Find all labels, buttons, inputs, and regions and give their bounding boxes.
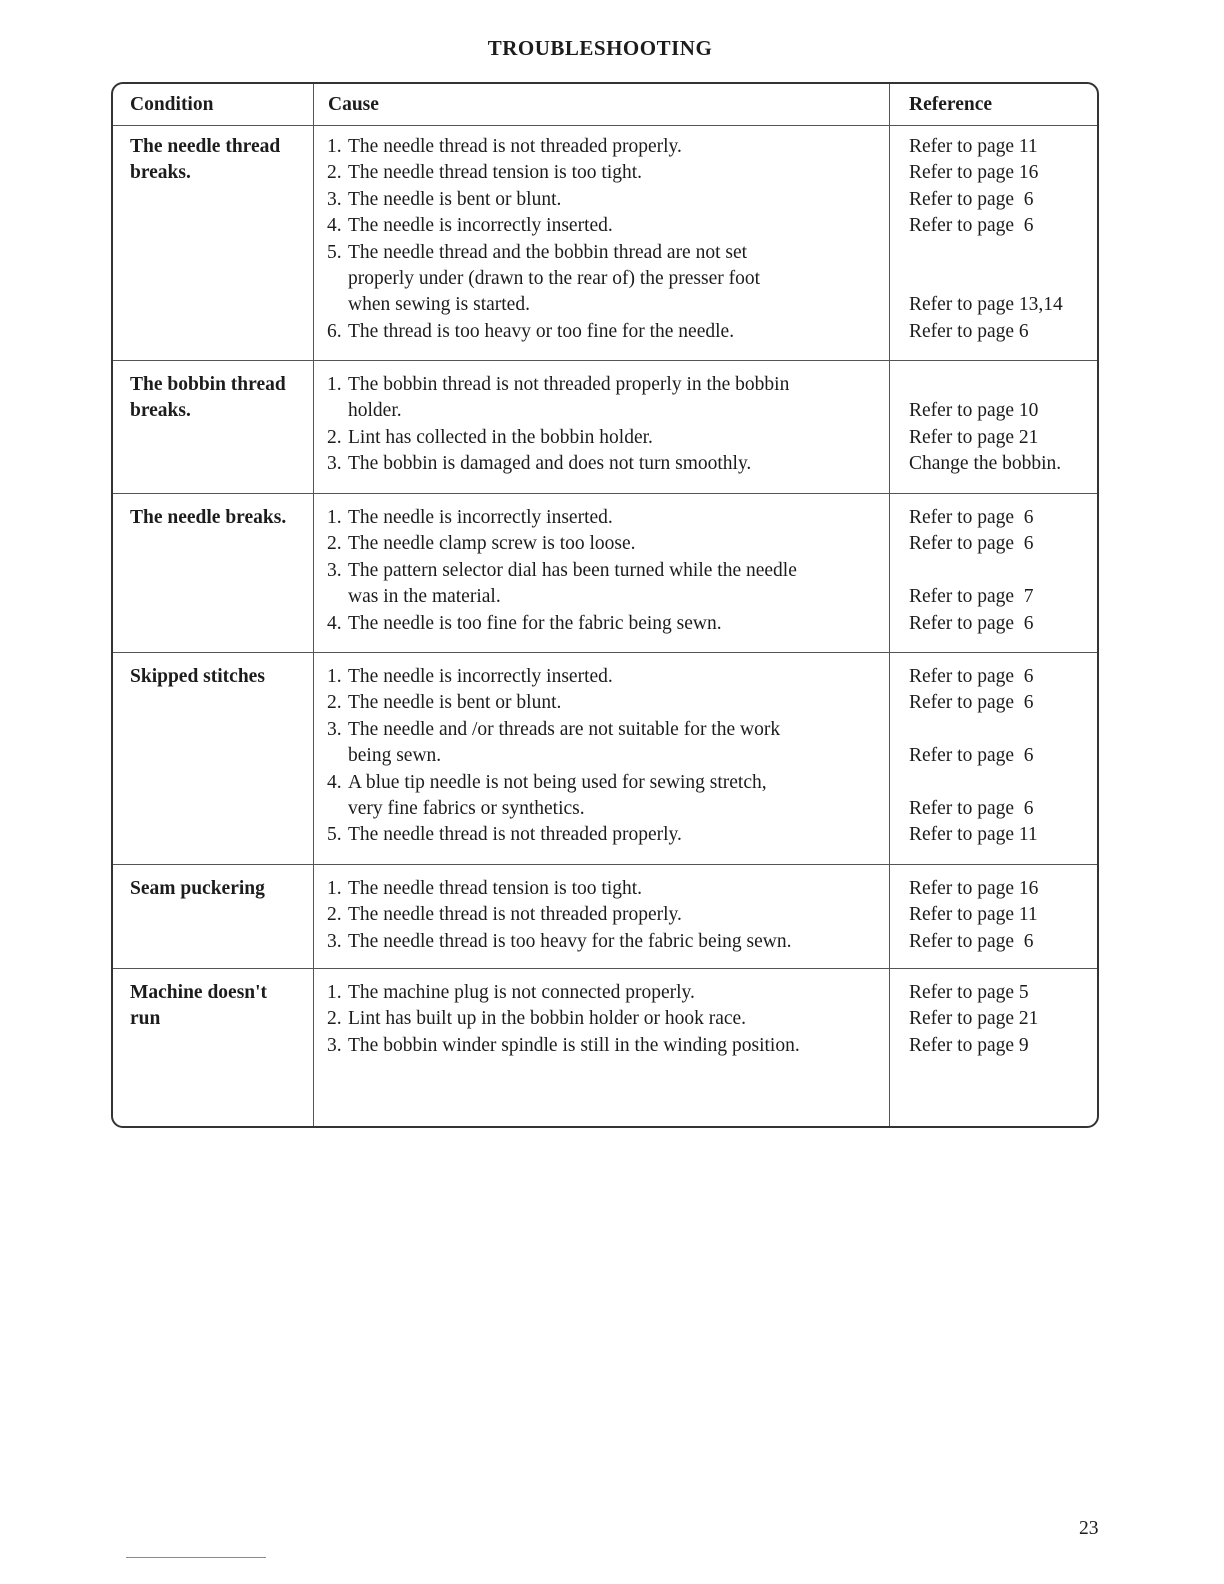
reference-text: Refer to page 13,14: [909, 294, 1063, 316]
cause-number: 1.: [327, 666, 342, 687]
cause-number: 3.: [327, 930, 342, 952]
cause-text: The pattern selector dial has been turned while the needle: [348, 559, 797, 581]
header-cause: Cause: [328, 94, 379, 115]
reference-text: Refer to page 6: [909, 798, 1034, 819]
reference-text: Refer to page 6: [909, 533, 1034, 555]
reference-text: Refer to page 16: [909, 162, 1039, 184]
cause-number: 1.: [327, 878, 342, 899]
column-divider: [313, 84, 314, 1126]
condition-label: Seam puckering: [130, 878, 265, 899]
cause-text: The needle is incorrectly inserted.: [348, 507, 613, 528]
reference-text: Refer to page 11: [909, 136, 1038, 157]
cause-text: The needle thread tension is too tight.: [348, 162, 643, 184]
cause-number: 2.: [327, 1008, 342, 1030]
cause-number: 2.: [327, 692, 342, 714]
condition-label: The needle breaks.: [130, 507, 287, 528]
cause-text: The needle and /or threads are not suitable for the work: [348, 718, 781, 740]
cause-text: The needle is bent or blunt.: [348, 188, 562, 210]
cause-number: 2.: [327, 426, 342, 448]
reference-text: Refer to page 6: [909, 320, 1029, 342]
cause-text: Lint has built up in the bobbin holder or hook race.: [348, 1008, 747, 1030]
reference-text: Refer to page 21: [909, 426, 1039, 448]
cause-text: very fine fabrics or synthetics.: [348, 798, 585, 819]
reference-text: Refer to page 6: [909, 612, 1034, 634]
cause-text: was in the material.: [348, 586, 501, 608]
reference-text: Refer to page 10: [909, 400, 1039, 422]
reference-text: Refer to page 6: [909, 215, 1034, 237]
reference-text: Refer to page 7: [909, 586, 1034, 608]
cause-number: 3.: [327, 453, 342, 475]
cause-text: when sewing is started.: [348, 294, 530, 316]
reference-text: Refer to page 6: [909, 745, 1034, 767]
cause-text: The bobbin is damaged and does not turn smoothly.: [348, 453, 752, 475]
footer-rule: [126, 1557, 266, 1558]
column-divider: [889, 84, 890, 1126]
condition-label: run: [130, 1008, 161, 1030]
cause-number: 4.: [327, 215, 342, 237]
page-title: TROUBLESHOOTING: [487, 36, 713, 60]
reference-text: Refer to page 6: [909, 188, 1034, 210]
cause-text: The needle thread is too heavy for the fabric being sewn.: [348, 930, 792, 952]
header-divider: [113, 125, 1097, 126]
cause-number: 1.: [327, 507, 342, 528]
cause-text: The needle is incorrectly inserted.: [348, 215, 613, 237]
cause-number: 3.: [327, 1034, 342, 1056]
condition-label: breaks.: [130, 162, 191, 184]
cause-text: A blue tip needle is not being used for sewing stretch,: [348, 771, 767, 793]
cause-text: The thread is too heavy or too fine for the needle.: [348, 320, 735, 342]
row-divider: [113, 864, 1097, 865]
reference-text: Refer to page 9: [909, 1034, 1029, 1056]
cause-text: The bobbin winder spindle is still in the winding position.: [348, 1034, 800, 1056]
row-divider: [113, 652, 1097, 653]
cause-text: The needle is too fine for the fabric being sewn.: [348, 612, 722, 634]
cause-number: 4.: [327, 771, 342, 793]
cause-text: The needle thread is not threaded properly.: [348, 904, 682, 926]
reference-text: Refer to page 16: [909, 878, 1039, 899]
cause-number: 3.: [327, 718, 342, 740]
condition-label: The needle thread: [130, 136, 281, 157]
cause-number: 2.: [327, 904, 342, 926]
cause-text: The needle thread is not threaded properly.: [348, 136, 682, 157]
cause-number: 1.: [327, 136, 342, 157]
cause-text: properly under (drawn to the rear of) the presser foot: [348, 268, 761, 289]
row-divider: [113, 360, 1097, 361]
cause-text: holder.: [348, 400, 402, 422]
reference-text: Refer to page 11: [909, 904, 1038, 926]
cause-number: 1.: [327, 982, 342, 1003]
cause-text: The needle clamp screw is too loose.: [348, 533, 636, 555]
condition-label: Skipped stitches: [130, 666, 265, 687]
cause-number: 4.: [327, 612, 342, 634]
reference-text: Refer to page 6: [909, 666, 1034, 687]
row-divider: [113, 968, 1097, 969]
cause-text: The machine plug is not connected properly.: [348, 982, 695, 1003]
cause-number: 1.: [327, 374, 342, 395]
cause-number: 5.: [327, 824, 342, 846]
reference-text: Refer to page 11: [909, 824, 1038, 846]
condition-label: Machine doesn't: [130, 982, 268, 1003]
page-number: 23: [1079, 1518, 1099, 1539]
reference-text: Refer to page 6: [909, 692, 1034, 714]
cause-text: The needle thread is not threaded properly.: [348, 824, 682, 846]
cause-number: 6.: [327, 320, 342, 342]
troubleshooting-table: [111, 82, 1099, 1128]
condition-label: The bobbin thread: [130, 374, 286, 395]
header-reference: Reference: [909, 94, 992, 115]
cause-text: The bobbin thread is not threaded properly in the bobbin: [348, 374, 790, 395]
cause-text: The needle is bent or blunt.: [348, 692, 562, 714]
row-divider: [113, 493, 1097, 494]
cause-number: 2.: [327, 533, 342, 555]
cause-number: 3.: [327, 188, 342, 210]
cause-text: being sewn.: [348, 745, 442, 767]
header-condition: Condition: [130, 94, 214, 115]
cause-number: 2.: [327, 162, 342, 184]
cause-text: The needle is incorrectly inserted.: [348, 666, 613, 687]
cause-text: The needle thread tension is too tight.: [348, 878, 643, 899]
cause-number: 3.: [327, 559, 342, 581]
reference-text: Refer to page 6: [909, 930, 1034, 952]
reference-text: Change the bobbin.: [909, 453, 1062, 475]
cause-text: The needle thread and the bobbin thread are not set: [348, 241, 748, 263]
reference-text: Refer to page 5: [909, 982, 1029, 1003]
reference-text: Refer to page 21: [909, 1008, 1039, 1030]
cause-number: 5.: [327, 241, 342, 263]
cause-text: Lint has collected in the bobbin holder.: [348, 426, 653, 448]
condition-label: breaks.: [130, 400, 191, 422]
reference-text: Refer to page 6: [909, 507, 1034, 528]
